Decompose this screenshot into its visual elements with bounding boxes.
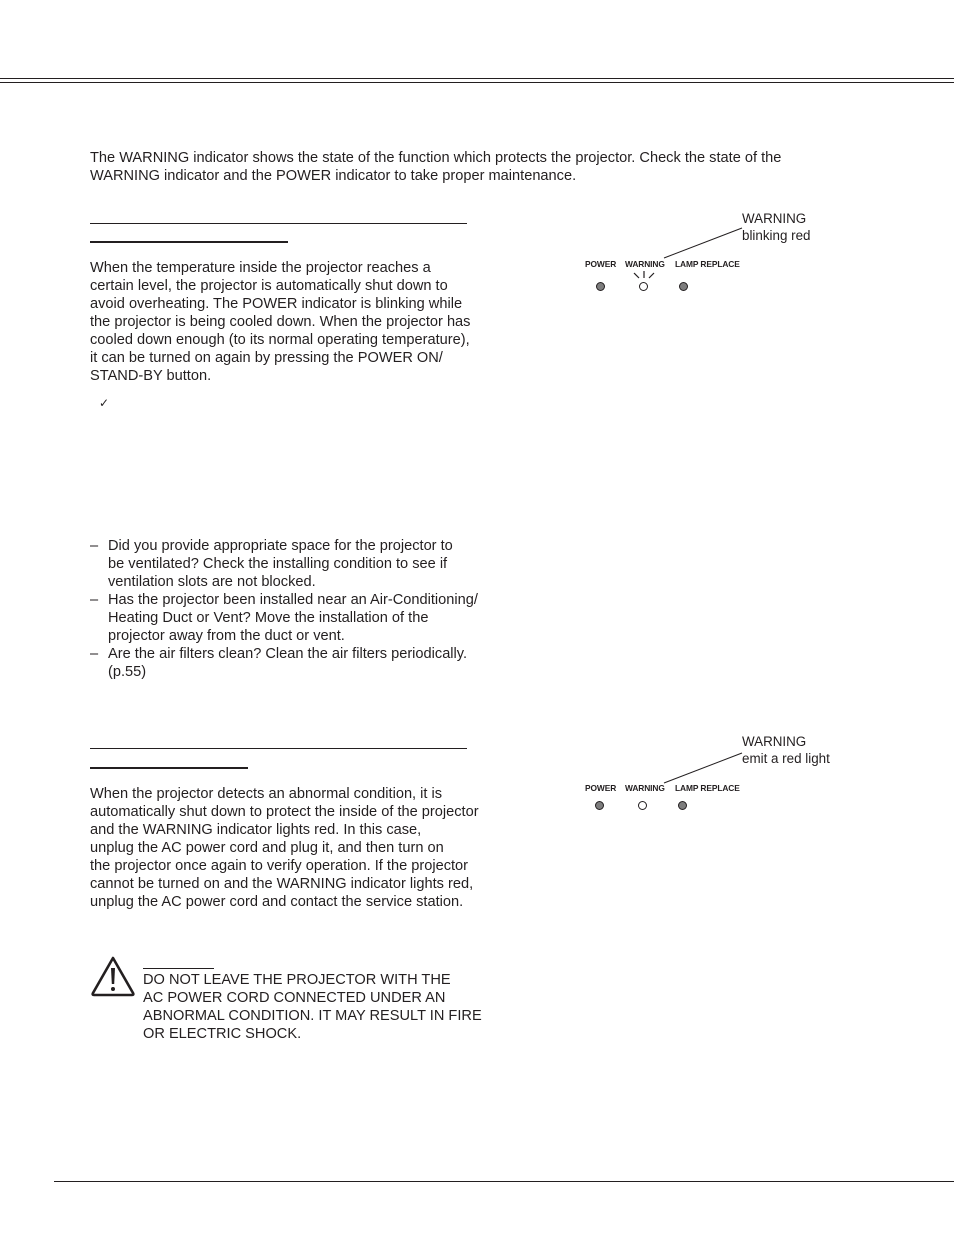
caution-text xyxy=(143,971,482,1043)
section1-line: STAND-BY button. xyxy=(90,368,212,384)
callout-line: WARNING xyxy=(742,211,807,226)
section2-heading-rule-long xyxy=(90,748,467,749)
caution-line: OR ELECTRIC SHOCK. xyxy=(143,1026,302,1042)
panel1-label-lamp-replace: LAMP REPLACE xyxy=(675,259,740,269)
panel2-label-warning: WARNING xyxy=(625,783,665,793)
panel1-power-led xyxy=(596,282,605,291)
panel1-label-power: POWER xyxy=(585,259,617,269)
panel2-label-power: POWER xyxy=(585,783,617,793)
callout-line: WARNING xyxy=(742,734,807,749)
bullet-dash: – xyxy=(90,646,99,662)
bullet-line: Are the air filters clean? Clean the air filters periodically. xyxy=(108,646,468,662)
section1-line: cooled down enough (to its normal operating temperature), xyxy=(90,332,470,348)
panel1-lamp-led xyxy=(679,282,688,291)
bullet-line: be ventilated? Check the installing condition to see if xyxy=(108,556,448,572)
caution-line: AC POWER CORD CONNECTED UNDER AN xyxy=(143,990,446,1006)
intro-line: WARNING indicator and the POWER indicator to take proper maintenance. xyxy=(90,168,577,184)
panel2-power-led xyxy=(595,801,604,810)
caution-line: DO NOT LEAVE THE PROJECTOR WITH THE xyxy=(143,972,451,988)
bullet-item xyxy=(90,537,520,591)
callout-line: emit a red light xyxy=(742,750,830,766)
section2-line: automatically shut down to protect the inside of the projector xyxy=(90,804,479,820)
section2-line: unplug the AC power cord and plug it, and then turn on xyxy=(90,840,444,856)
bullet-line: Has the projector been installed near an Air-Conditioning/ xyxy=(108,592,478,608)
section1-line: the projector is being cooled down. When the projector has xyxy=(90,314,471,330)
bullet-line: Did you provide appropriate space for the projector to xyxy=(108,538,453,554)
bullet-line: (p.55) xyxy=(108,664,147,680)
warning-triangle-icon xyxy=(90,955,136,997)
section2-line: and the WARNING indicator lights red. In this case, xyxy=(90,822,422,838)
bullet-dash: – xyxy=(90,538,99,554)
bullet-line: projector away from the duct or vent. xyxy=(108,628,345,644)
panel2-label-lamp-replace: LAMP REPLACE xyxy=(675,783,740,793)
callout-line: blinking red xyxy=(742,227,811,243)
blink-rays-icon xyxy=(632,270,656,282)
panel2-warning-led xyxy=(638,801,647,810)
panel1-label-warning: WARNING xyxy=(625,259,665,269)
panel2-lamp-led xyxy=(678,801,687,810)
section2-line: cannot be turned on and the WARNING indicator lights red, xyxy=(90,876,474,892)
bullet-line: Heating Duct or Vent? Move the installation of the xyxy=(108,610,429,626)
panel2-callout-leader xyxy=(660,750,745,786)
header-rule-top xyxy=(0,78,954,79)
section2-line: the projector once again to verify operation. If the projector xyxy=(90,858,469,874)
section2-paragraph xyxy=(90,785,479,911)
section2-line: When the projector detects an abnormal condition, it is xyxy=(90,786,443,802)
section1-line: avoid overheating. The POWER indicator is blinking while xyxy=(90,296,463,312)
section1-paragraph xyxy=(90,259,470,385)
bullet-dash: – xyxy=(90,592,99,608)
footer-rule xyxy=(54,1181,954,1182)
intro-line: The WARNING indicator shows the state of the function which protects the projector. Check the state of the xyxy=(90,150,782,166)
bullet-item xyxy=(90,591,520,645)
section1-line: it can be turned on again by pressing the POWER ON/ xyxy=(90,350,443,366)
header-rule-bottom xyxy=(0,82,954,83)
section1-line: When the temperature inside the projector reaches a xyxy=(90,260,431,276)
intro-paragraph xyxy=(90,149,781,185)
section2-heading-rule-short xyxy=(90,767,248,769)
panel1-callout-leader xyxy=(660,225,745,261)
section1-line: certain level, the projector is automatically shut down to xyxy=(90,278,448,294)
check-mark-icon: ✓ xyxy=(99,396,110,410)
panel1-callout-text xyxy=(742,211,810,244)
panel2-callout-text xyxy=(742,734,830,767)
bullet-item xyxy=(90,645,520,681)
caution-line: ABNORMAL CONDITION. IT MAY RESULT IN FIRE xyxy=(143,1008,482,1024)
section1-heading-rule-short xyxy=(90,241,288,243)
caution-heading-rule xyxy=(143,968,214,969)
section1-heading-rule-long xyxy=(90,223,467,224)
panel1-warning-led xyxy=(639,282,648,291)
section2-line: unplug the AC power cord and contact the service station. xyxy=(90,894,464,910)
bullet-line: ventilation slots are not blocked. xyxy=(108,574,316,590)
